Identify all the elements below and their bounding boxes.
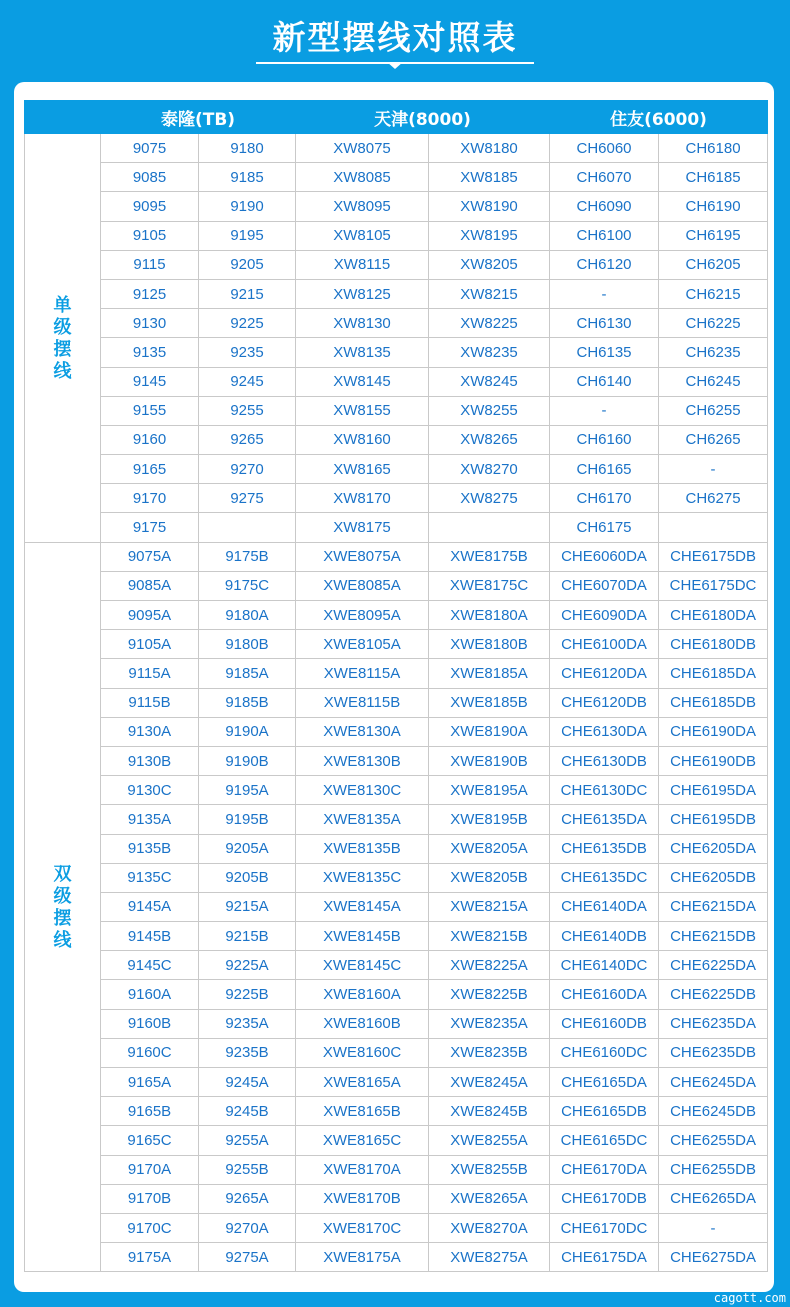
- table-cell: CH6060: [550, 134, 659, 163]
- table-cell: CHE6130DA: [550, 717, 659, 746]
- table-cell: 9130C: [101, 776, 199, 805]
- table-cell: XWE8175C: [429, 571, 550, 600]
- table-cell: 9190: [199, 192, 296, 221]
- table-row: [25, 630, 768, 659]
- table-cell: CH6180: [659, 134, 768, 163]
- table-cell: 9145B: [101, 922, 199, 951]
- table-cell: CH6255: [659, 396, 768, 425]
- table-row: [25, 513, 768, 542]
- table-cell: XW8135: [296, 338, 429, 367]
- table-cell: 9245A: [199, 1068, 296, 1097]
- header-group: [25, 101, 101, 134]
- table-cell: XWE8165A: [296, 1068, 429, 1097]
- table-row: [25, 922, 768, 951]
- table-row: [25, 309, 768, 338]
- table-cell: CH6165: [550, 455, 659, 484]
- table-cell: CHE6245DB: [659, 1097, 768, 1126]
- table-cell: 9225A: [199, 951, 296, 980]
- table-cell: XW8225: [429, 309, 550, 338]
- table-cell: 9275: [199, 484, 296, 513]
- table-cell: CHE6180DA: [659, 601, 768, 630]
- table-row: [25, 279, 768, 308]
- table-cell: 9265A: [199, 1184, 296, 1213]
- table-cell: CH6195: [659, 221, 768, 250]
- header-row: [25, 101, 768, 134]
- table-cell: XW8165: [296, 455, 429, 484]
- table-cell: CHE6135DA: [550, 805, 659, 834]
- table-row: [25, 1097, 768, 1126]
- table-cell: CHE6140DB: [550, 922, 659, 951]
- table-cell: 9195A: [199, 776, 296, 805]
- table-cell: CHE6205DA: [659, 834, 768, 863]
- table-cell: XWE8195A: [429, 776, 550, 805]
- table-cell: XWE8185B: [429, 688, 550, 717]
- table-row: [25, 134, 768, 163]
- table-row: [25, 980, 768, 1009]
- table-cell: XWE8115B: [296, 688, 429, 717]
- table-cell: 9165B: [101, 1097, 199, 1126]
- table-body: [25, 134, 768, 1272]
- table-row: [25, 1009, 768, 1038]
- table-row: [25, 1155, 768, 1184]
- table-cell: 9180: [199, 134, 296, 163]
- table-cell: 9275A: [199, 1243, 296, 1272]
- table-cell: XWE8215A: [429, 892, 550, 921]
- table-card: [14, 82, 774, 1292]
- table-cell: XWE8130C: [296, 776, 429, 805]
- table-cell: XW8130: [296, 309, 429, 338]
- table-cell: 9170A: [101, 1155, 199, 1184]
- table-cell: XW8105: [296, 221, 429, 250]
- table-cell: 9205: [199, 250, 296, 279]
- table-cell: XWE8170A: [296, 1155, 429, 1184]
- table-cell: XW8195: [429, 221, 550, 250]
- table-cell: XWE8275A: [429, 1243, 550, 1272]
- table-row: [25, 892, 768, 921]
- table-cell: XWE8225B: [429, 980, 550, 1009]
- table-cell: XW8245: [429, 367, 550, 396]
- table-cell: 9190A: [199, 717, 296, 746]
- table-cell: XWE8160A: [296, 980, 429, 1009]
- table-cell: 9145A: [101, 892, 199, 921]
- table-cell: 9165C: [101, 1126, 199, 1155]
- table-cell: XWE8270A: [429, 1213, 550, 1242]
- table-cell: CHE6185DB: [659, 688, 768, 717]
- table-cell: XW8115: [296, 250, 429, 279]
- table-cell: XWE8180A: [429, 601, 550, 630]
- table-cell: 9175C: [199, 571, 296, 600]
- table-cell: 9130: [101, 309, 199, 338]
- table-cell: CHE6235DB: [659, 1038, 768, 1067]
- table-cell: CHE6195DB: [659, 805, 768, 834]
- table-cell: CHE6215DA: [659, 892, 768, 921]
- table-cell: 9225: [199, 309, 296, 338]
- table-cell: CHE6190DA: [659, 717, 768, 746]
- table-cell: XW8085: [296, 163, 429, 192]
- table-cell: CHE6225DB: [659, 980, 768, 1009]
- table-cell: XWE8135C: [296, 863, 429, 892]
- table-cell: 9170B: [101, 1184, 199, 1213]
- table-cell: CHE6185DA: [659, 659, 768, 688]
- table-cell: 9160: [101, 425, 199, 454]
- table-cell: CH6140: [550, 367, 659, 396]
- table-row: [25, 571, 768, 600]
- table-cell: 9245: [199, 367, 296, 396]
- table-cell: 9255A: [199, 1126, 296, 1155]
- table-row: [25, 659, 768, 688]
- table-cell: 9225B: [199, 980, 296, 1009]
- table-cell: CH6275: [659, 484, 768, 513]
- table-cell: XWE8165B: [296, 1097, 429, 1126]
- table-cell: XWE8095A: [296, 601, 429, 630]
- table-row: [25, 834, 768, 863]
- table-row: [25, 367, 768, 396]
- table-cell: 9165A: [101, 1068, 199, 1097]
- table-cell: XWE8105A: [296, 630, 429, 659]
- table-cell: XW8275: [429, 484, 550, 513]
- table-cell: 9270A: [199, 1213, 296, 1242]
- table-row: [25, 1068, 768, 1097]
- table-cell: CH6245: [659, 367, 768, 396]
- table-cell: XW8205: [429, 250, 550, 279]
- table-row: [25, 776, 768, 805]
- table-cell: 9180B: [199, 630, 296, 659]
- table-cell: CH6265: [659, 425, 768, 454]
- table-cell: XW8255: [429, 396, 550, 425]
- table-cell: 9075: [101, 134, 199, 163]
- table-cell: XWE8145C: [296, 951, 429, 980]
- table-cell: 9125: [101, 279, 199, 308]
- table-cell: XWE8135A: [296, 805, 429, 834]
- table-cell: XW8265: [429, 425, 550, 454]
- table-cell: 9105A: [101, 630, 199, 659]
- table-cell: XW8190: [429, 192, 550, 221]
- table-cell: 9165: [101, 455, 199, 484]
- table-cell: CH6205: [659, 250, 768, 279]
- table-cell: 9185: [199, 163, 296, 192]
- table-cell: CHE6090DA: [550, 601, 659, 630]
- table-cell: 9160A: [101, 980, 199, 1009]
- table-cell: CH6160: [550, 425, 659, 454]
- table-cell: XWE8115A: [296, 659, 429, 688]
- table-cell: XWE8185A: [429, 659, 550, 688]
- table-cell: CHE6160DA: [550, 980, 659, 1009]
- table-cell: XW8145: [296, 367, 429, 396]
- table-cell: -: [550, 396, 659, 425]
- table-cell: CHE6135DC: [550, 863, 659, 892]
- title-area: [0, 0, 790, 82]
- table-cell: CHE6195DA: [659, 776, 768, 805]
- table-cell: 9215: [199, 279, 296, 308]
- table-cell: XWE8130A: [296, 717, 429, 746]
- table-cell: XWE8265A: [429, 1184, 550, 1213]
- table-cell: 9115: [101, 250, 199, 279]
- table-cell: XWE8165C: [296, 1126, 429, 1155]
- table-cell: CH6225: [659, 309, 768, 338]
- table-cell: 9130A: [101, 717, 199, 746]
- table-cell: XWE8170C: [296, 1213, 429, 1242]
- table-cell: XWE8085A: [296, 571, 429, 600]
- table-cell: CH6170: [550, 484, 659, 513]
- footer-watermark: cagott.com: [713, 1291, 786, 1305]
- table-row: [25, 717, 768, 746]
- table-cell: XWE8180B: [429, 630, 550, 659]
- header-tianjin: 天津(8000): [296, 101, 550, 134]
- table-row: [25, 1243, 768, 1272]
- table-cell: CH6185: [659, 163, 768, 192]
- table-cell: XWE8160C: [296, 1038, 429, 1067]
- table-cell: CHE6175DB: [659, 542, 768, 571]
- table-row: [25, 601, 768, 630]
- table-cell: 9160C: [101, 1038, 199, 1067]
- table-cell: 9255: [199, 396, 296, 425]
- table-cell: CHE6255DA: [659, 1126, 768, 1155]
- table-cell: XWE8130B: [296, 746, 429, 775]
- table-cell: XW8125: [296, 279, 429, 308]
- table-cell: CH6100: [550, 221, 659, 250]
- table-cell: CHE6265DA: [659, 1184, 768, 1213]
- table-cell: -: [550, 279, 659, 308]
- table-cell: CH6235: [659, 338, 768, 367]
- table-row: [25, 1126, 768, 1155]
- table-cell: 9235A: [199, 1009, 296, 1038]
- table-cell: 9205A: [199, 834, 296, 863]
- table-cell: 9095: [101, 192, 199, 221]
- table-cell: XW8270: [429, 455, 550, 484]
- table-row: [25, 396, 768, 425]
- table-cell: XWE8205A: [429, 834, 550, 863]
- table-cell: CHE6100DA: [550, 630, 659, 659]
- table-cell: CH6090: [550, 192, 659, 221]
- table-cell: 9215B: [199, 922, 296, 951]
- table-cell: XW8235: [429, 338, 550, 367]
- table-cell: 9085A: [101, 571, 199, 600]
- table-cell: 9235B: [199, 1038, 296, 1067]
- table-cell: CHE6070DA: [550, 571, 659, 600]
- table-cell: XWE8145B: [296, 922, 429, 951]
- table-cell: 9270: [199, 455, 296, 484]
- table-cell: 9170: [101, 484, 199, 513]
- table-cell: CHE6255DB: [659, 1155, 768, 1184]
- table-cell: CHE6190DB: [659, 746, 768, 775]
- table-cell: 9145C: [101, 951, 199, 980]
- title-pointer: [387, 62, 403, 69]
- table-cell: XWE8145A: [296, 892, 429, 921]
- table-cell: CHE6060DA: [550, 542, 659, 571]
- table-cell: XW8170: [296, 484, 429, 513]
- table-cell: 9130B: [101, 746, 199, 775]
- table-row: [25, 163, 768, 192]
- table-cell: [429, 513, 550, 542]
- table-cell: CHE6215DB: [659, 922, 768, 951]
- table-cell: CHE6170DB: [550, 1184, 659, 1213]
- table-cell: 9235: [199, 338, 296, 367]
- table-cell: CHE6120DB: [550, 688, 659, 717]
- table-row: [25, 484, 768, 513]
- table-cell: XW8160: [296, 425, 429, 454]
- table-cell: CHE6175DA: [550, 1243, 659, 1272]
- table-row: [25, 542, 768, 571]
- table-cell: 9265: [199, 425, 296, 454]
- table-cell: [199, 513, 296, 542]
- table-cell: CH6215: [659, 279, 768, 308]
- table-cell: 9175B: [199, 542, 296, 571]
- table-cell: XWE8160B: [296, 1009, 429, 1038]
- table-cell: CHE6130DC: [550, 776, 659, 805]
- table-cell: XWE8190A: [429, 717, 550, 746]
- table-cell: XW8095: [296, 192, 429, 221]
- table-cell: CH6175: [550, 513, 659, 542]
- table-cell: XWE8075A: [296, 542, 429, 571]
- table-row: [25, 1038, 768, 1067]
- comparison-table: [24, 100, 768, 1272]
- table-cell: 9185B: [199, 688, 296, 717]
- table-cell: 9135: [101, 338, 199, 367]
- table-cell: CHE6245DA: [659, 1068, 768, 1097]
- table-cell: XW8180: [429, 134, 550, 163]
- table-cell: CH6190: [659, 192, 768, 221]
- table-cell: XWE8170B: [296, 1184, 429, 1213]
- table-cell: 9135B: [101, 834, 199, 863]
- group-label: 单 级 摆 线: [25, 134, 101, 543]
- table-cell: [659, 513, 768, 542]
- table-cell: XW8215: [429, 279, 550, 308]
- table-row: [25, 455, 768, 484]
- table-row: [25, 338, 768, 367]
- table-cell: XWE8175B: [429, 542, 550, 571]
- table-cell: CHE6140DA: [550, 892, 659, 921]
- table-cell: XW8175: [296, 513, 429, 542]
- table-cell: XWE8175A: [296, 1243, 429, 1272]
- table-row: [25, 1184, 768, 1213]
- table-cell: CHE6130DB: [550, 746, 659, 775]
- table-cell: 9115A: [101, 659, 199, 688]
- table-cell: 9190B: [199, 746, 296, 775]
- table-cell: 9155: [101, 396, 199, 425]
- table-row: [25, 688, 768, 717]
- table-cell: XW8185: [429, 163, 550, 192]
- table-cell: CH6130: [550, 309, 659, 338]
- table-row: [25, 1213, 768, 1242]
- table-row: [25, 425, 768, 454]
- table-cell: XWE8235A: [429, 1009, 550, 1038]
- table-cell: CHE6180DB: [659, 630, 768, 659]
- table-row: [25, 221, 768, 250]
- table-cell: CHE6170DC: [550, 1213, 659, 1242]
- table-cell: CHE6165DC: [550, 1126, 659, 1155]
- table-row: [25, 805, 768, 834]
- table-cell: 9175A: [101, 1243, 199, 1272]
- table-cell: XWE8135B: [296, 834, 429, 863]
- table-cell: CHE6160DB: [550, 1009, 659, 1038]
- table-cell: XWE8215B: [429, 922, 550, 951]
- table-cell: 9115B: [101, 688, 199, 717]
- table-cell: -: [659, 455, 768, 484]
- table-cell: CHE6160DC: [550, 1038, 659, 1067]
- table-cell: XWE8195B: [429, 805, 550, 834]
- table-cell: XWE8190B: [429, 746, 550, 775]
- table-cell: 9195B: [199, 805, 296, 834]
- group-label: 双 级 摆 线: [25, 542, 101, 1272]
- table-row: [25, 250, 768, 279]
- header-tb: 泰隆(TB): [101, 101, 296, 134]
- header-sumitomo: 住友(6000): [550, 101, 768, 134]
- table-cell: XWE8245A: [429, 1068, 550, 1097]
- table-cell: 9095A: [101, 601, 199, 630]
- table-cell: CHE6135DB: [550, 834, 659, 863]
- table-cell: XWE8255B: [429, 1155, 550, 1184]
- table-row: [25, 863, 768, 892]
- table-cell: 9255B: [199, 1155, 296, 1184]
- table-cell: CHE6205DB: [659, 863, 768, 892]
- table-cell: CHE6165DB: [550, 1097, 659, 1126]
- table-cell: 9175: [101, 513, 199, 542]
- table-cell: 9135C: [101, 863, 199, 892]
- table-cell: CHE6225DA: [659, 951, 768, 980]
- page-title: 新型摆线对照表: [272, 18, 518, 57]
- table-cell: CHE6170DA: [550, 1155, 659, 1184]
- table-cell: CH6120: [550, 250, 659, 279]
- table-row: [25, 951, 768, 980]
- table-cell: CH6135: [550, 338, 659, 367]
- table-cell: CHE6120DA: [550, 659, 659, 688]
- table-cell: 9145: [101, 367, 199, 396]
- table-cell: XW8155: [296, 396, 429, 425]
- table-cell: CHE6235DA: [659, 1009, 768, 1038]
- table-cell: XWE8245B: [429, 1097, 550, 1126]
- table-cell: 9215A: [199, 892, 296, 921]
- table-cell: 9185A: [199, 659, 296, 688]
- table-cell: 9085: [101, 163, 199, 192]
- table-cell: XWE8235B: [429, 1038, 550, 1067]
- table-cell: XW8075: [296, 134, 429, 163]
- table-cell: CHE6175DC: [659, 571, 768, 600]
- table-cell: CH6070: [550, 163, 659, 192]
- table-cell: XWE8225A: [429, 951, 550, 980]
- table-cell: CHE6275DA: [659, 1243, 768, 1272]
- table-cell: 9105: [101, 221, 199, 250]
- table-cell: 9160B: [101, 1009, 199, 1038]
- table-cell: XWE8255A: [429, 1126, 550, 1155]
- table-row: [25, 746, 768, 775]
- table-cell: XWE8205B: [429, 863, 550, 892]
- table-cell: 9195: [199, 221, 296, 250]
- table-cell: 9075A: [101, 542, 199, 571]
- table-cell: -: [659, 1213, 768, 1242]
- table-cell: 9180A: [199, 601, 296, 630]
- table-cell: 9245B: [199, 1097, 296, 1126]
- table-cell: CHE6140DC: [550, 951, 659, 980]
- table-cell: CHE6165DA: [550, 1068, 659, 1097]
- table-row: [25, 192, 768, 221]
- table-cell: 9135A: [101, 805, 199, 834]
- table-cell: 9170C: [101, 1213, 199, 1242]
- table-cell: 9205B: [199, 863, 296, 892]
